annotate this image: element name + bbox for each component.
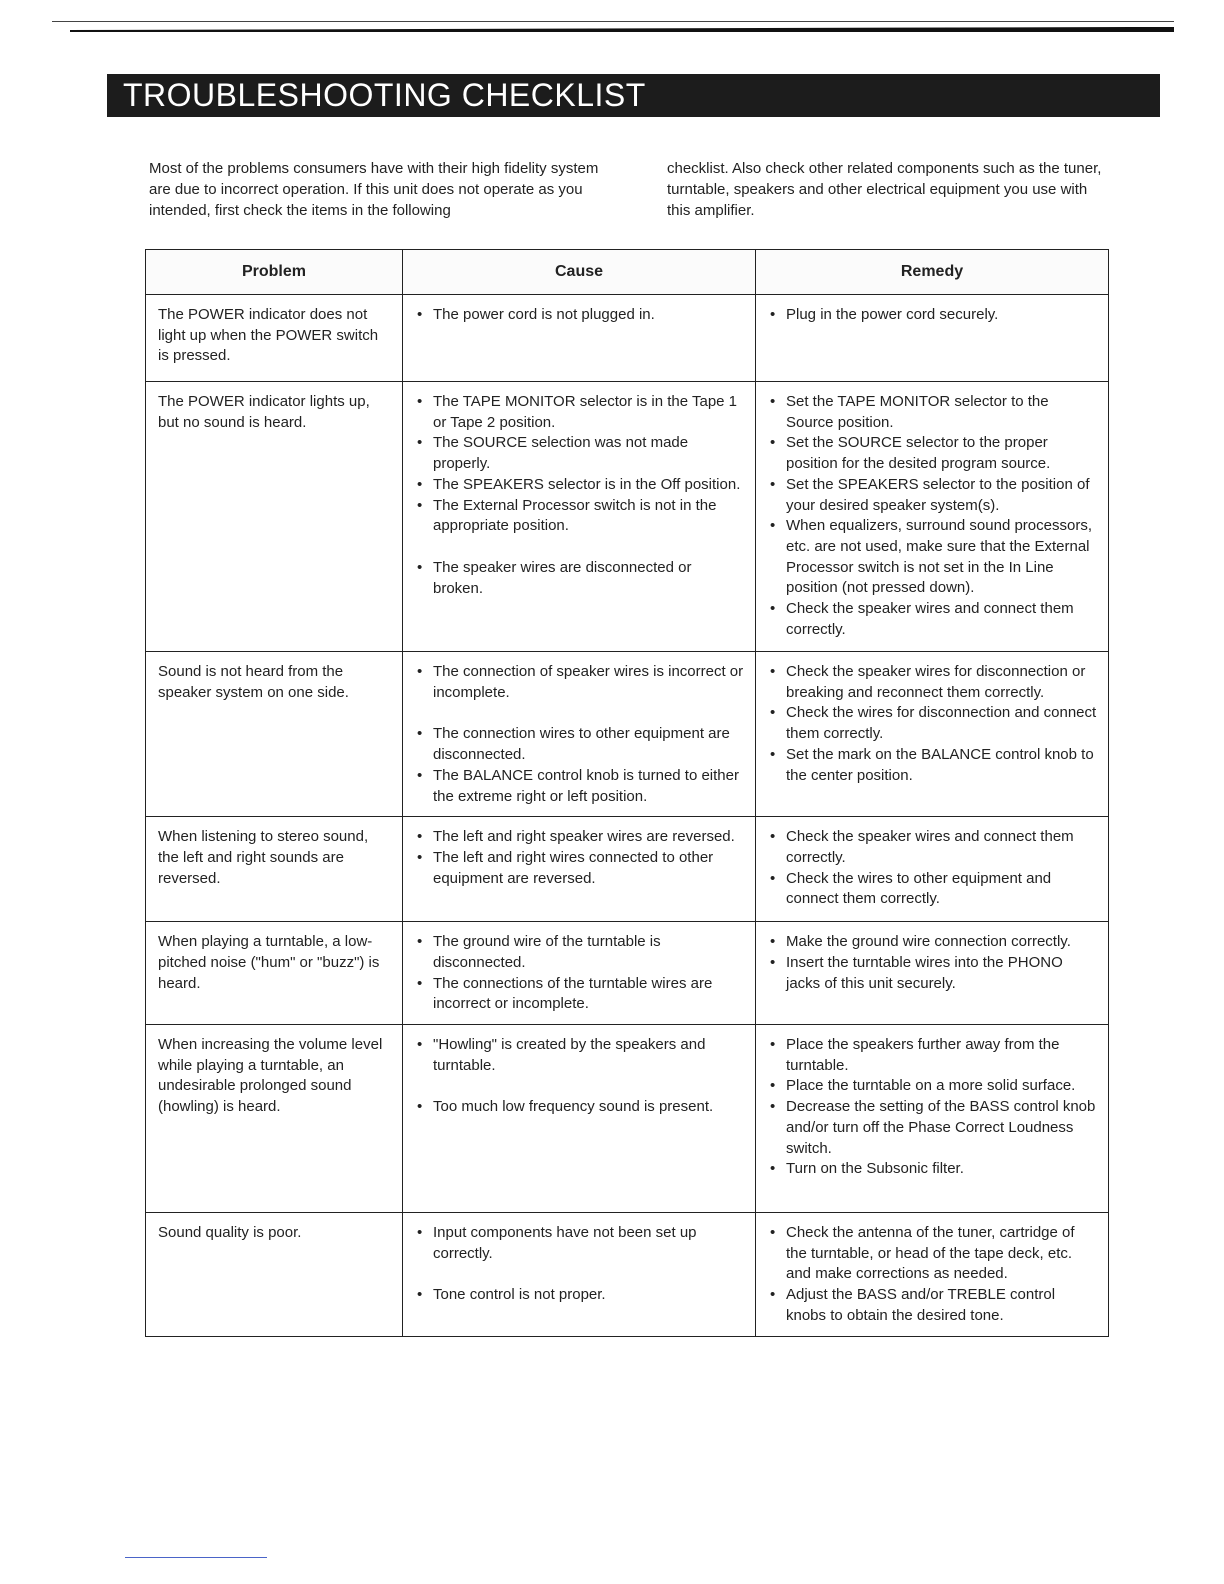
cause-cell: [403, 295, 756, 382]
page-title: TROUBLESHOOTING CHECKLIST: [107, 74, 1160, 117]
table-header-row: [146, 250, 1109, 295]
cause-item: • Too much low frequency sound is present.: [415, 1097, 744, 1118]
cause-cell: [403, 922, 756, 1025]
cause-item: • The connection of speaker wires is incorrect or incomplete.: [415, 662, 744, 703]
remedy-item: • Check the speaker wires and connect them correctly.: [768, 827, 1097, 868]
remedy-list: [768, 1035, 1097, 1180]
problem-cell: The POWER indicator does not light up when the POWER switch is pressed.: [146, 295, 403, 382]
header-problem: Problem: [146, 250, 403, 295]
problem-cell: Sound is not heard from the speaker system on one side.: [146, 652, 403, 817]
remedy-item: • Insert the turntable wires into the PHONO jacks of this unit securely.: [768, 953, 1097, 994]
cause-item: • The SPEAKERS selector is in the Off position.: [415, 475, 744, 496]
cause-item: • The External Processor switch is not in the appropriate position.: [415, 496, 744, 537]
cause-cell: [403, 1025, 756, 1213]
problem-cell: Sound quality is poor.: [146, 1213, 403, 1337]
remedy-cell: [756, 1213, 1109, 1337]
cause-list: [415, 662, 744, 807]
cause-cell: [403, 1213, 756, 1337]
top-rule-thick: [70, 27, 1174, 32]
table-row: [146, 382, 1109, 652]
header-remedy: Remedy: [756, 250, 1109, 295]
table-row: [146, 1025, 1109, 1213]
remedy-item: • Make the ground wire connection correctly.: [768, 932, 1097, 953]
cause-list: [415, 827, 744, 889]
remedy-list: [768, 305, 1097, 326]
table-row: [146, 1213, 1109, 1337]
cause-list: [415, 305, 744, 326]
cause-list: [415, 1223, 744, 1306]
troubleshooting-table: [145, 249, 1109, 1337]
cause-item: • The TAPE MONITOR selector is in the Tape 1 or Tape 2 position.: [415, 392, 744, 433]
cause-list: [415, 392, 744, 599]
remedy-item: • Adjust the BASS and/or TREBLE control knobs to obtain the desired tone.: [768, 1285, 1097, 1326]
remedy-list: [768, 392, 1097, 640]
top-rule-thin: [52, 21, 1174, 22]
table-row: [146, 295, 1109, 382]
problem-cell: When playing a turntable, a low-pitched noise ("hum" or "buzz") is heard.: [146, 922, 403, 1025]
bottom-link-rule: [125, 1557, 267, 1558]
cause-list: [415, 1035, 744, 1118]
remedy-cell: [756, 382, 1109, 652]
cause-item: • The ground wire of the turntable is disconnected.: [415, 932, 744, 973]
remedy-item: • Plug in the power cord securely.: [768, 305, 1097, 326]
cause-item: • Input components have not been set up correctly.: [415, 1223, 744, 1264]
intro-paragraph-left: Most of the problems consumers have with their high fidelity system are due to incorrect operation. If this unit does not operate as you intended, first check the items in the following: [149, 160, 599, 219]
problem-cell: When listening to stereo sound, the left and right sounds are reversed.: [146, 817, 403, 922]
remedy-item: • Set the mark on the BALANCE control knob to the center position.: [768, 745, 1097, 786]
cause-item: • The speaker wires are disconnected or broken.: [415, 558, 744, 599]
problem-cell: When increasing the volume level while playing a turntable, an undesirable prolonged sound (howling) is heard.: [146, 1025, 403, 1213]
problem-cell: The POWER indicator lights up, but no sound is heard.: [146, 382, 403, 652]
remedy-cell: [756, 295, 1109, 382]
cause-cell: [403, 652, 756, 817]
remedy-item: • Set the SOURCE selector to the proper position for the desited program source.: [768, 433, 1097, 474]
table-row: [146, 922, 1109, 1025]
cause-cell: [403, 817, 756, 922]
cause-item: • The left and right speaker wires are reversed.: [415, 827, 744, 848]
remedy-item: • Check the speaker wires and connect them correctly.: [768, 599, 1097, 640]
cause-item: • The BALANCE control knob is turned to either the extreme right or left position.: [415, 766, 744, 807]
remedy-list: [768, 662, 1097, 786]
remedy-item: • Set the TAPE MONITOR selector to the Source position.: [768, 392, 1097, 433]
remedy-cell: [756, 652, 1109, 817]
remedy-cell: [756, 922, 1109, 1025]
cause-item: • "Howling" is created by the speakers and turntable.: [415, 1035, 744, 1076]
remedy-item: • Check the speaker wires for disconnection or breaking and reconnect them correctly.: [768, 662, 1097, 703]
remedy-item: • Check the wires for disconnection and connect them correctly.: [768, 703, 1097, 744]
remedy-item: • When equalizers, surround sound processors, etc. are not used, make sure that the External Processor switch is not set in the In Line position (not pressed down).: [768, 516, 1097, 599]
remedy-item: • Decrease the setting of the BASS control knob and/or turn off the Phase Correct Loudness switch.: [768, 1097, 1097, 1159]
remedy-item: • Set the SPEAKERS selector to the position of your desired speaker system(s).: [768, 475, 1097, 516]
remedy-cell: [756, 817, 1109, 922]
cause-item: • The power cord is not plugged in.: [415, 305, 744, 326]
remedy-item: • Check the wires to other equipment and connect them correctly.: [768, 869, 1097, 910]
cause-item: • The SOURCE selection was not made properly.: [415, 433, 744, 474]
cause-cell: [403, 382, 756, 652]
intro-paragraph-right: checklist. Also check other related components such as the tuner, turntable, speakers and other electrical equipment you use with this amplifier.: [667, 160, 1102, 219]
cause-item: • Tone control is not proper.: [415, 1285, 744, 1306]
remedy-item: • Check the antenna of the tuner, cartridge of the turntable, or head of the tape deck, etc. and make corrections as needed.: [768, 1223, 1097, 1285]
cause-list: [415, 932, 744, 1015]
remedy-list: [768, 827, 1097, 910]
cause-item: • The left and right wires connected to other equipment are reversed.: [415, 848, 744, 889]
remedy-item: • Place the speakers further away from the turntable.: [768, 1035, 1097, 1076]
remedy-item: • Turn on the Subsonic filter.: [768, 1159, 1097, 1180]
table-row: [146, 652, 1109, 817]
table-row: [146, 817, 1109, 922]
cause-item: • The connection wires to other equipment are disconnected.: [415, 724, 744, 765]
remedy-cell: [756, 1025, 1109, 1213]
remedy-list: [768, 932, 1097, 994]
header-cause: Cause: [403, 250, 756, 295]
remedy-item: • Place the turntable on a more solid surface.: [768, 1076, 1097, 1097]
table-body: [146, 295, 1109, 1337]
remedy-list: [768, 1223, 1097, 1327]
cause-item: • The connections of the turntable wires are incorrect or incomplete.: [415, 974, 744, 1015]
